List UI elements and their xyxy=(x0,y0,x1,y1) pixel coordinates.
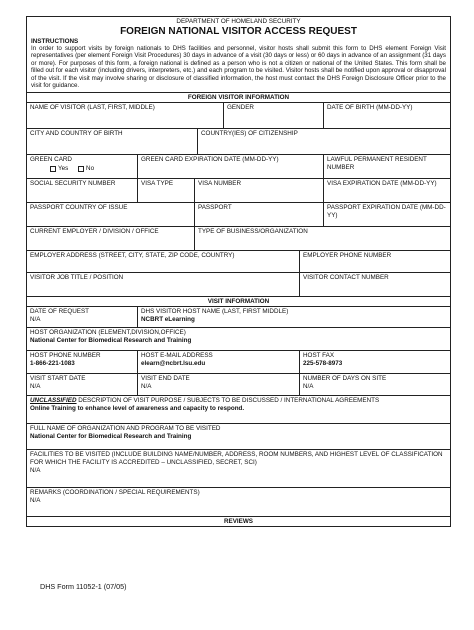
passport-country-label: PASSPORT COUNTRY OF ISSUE xyxy=(30,204,128,212)
job-title-field[interactable] xyxy=(27,273,299,296)
employer-field[interactable] xyxy=(27,227,194,250)
checkbox-no[interactable] xyxy=(78,166,84,172)
passport-label: PASSPORT xyxy=(198,204,232,212)
visitor-access-form xyxy=(26,16,451,527)
host-org-value: National Center for Biomedical Research and Training xyxy=(30,337,192,345)
row-request xyxy=(27,306,450,327)
visit-section-heading-row xyxy=(27,296,450,306)
host-email-label: HOST E-MAIL ADDRESS xyxy=(141,352,213,360)
facilities-value: N/A xyxy=(30,466,41,474)
row-ssn-visa xyxy=(27,178,450,202)
lpr-number-label: LAWFUL PERMANENT RESIDENT NUMBER xyxy=(327,156,427,172)
host-fax-field[interactable] xyxy=(299,351,450,373)
green-card-no-option[interactable] xyxy=(78,165,94,173)
remarks-value: N/A xyxy=(30,497,41,505)
row-passport xyxy=(27,202,450,226)
form-number: DHS Form 11052-1 (07/05) xyxy=(40,582,127,591)
row-host-org xyxy=(27,327,450,350)
host-email-value: elearn@ncbrt.lsu.edu xyxy=(141,360,206,368)
visit-purpose-field[interactable] xyxy=(27,396,450,423)
program-value: National Center for Biomedical Research and Training xyxy=(30,433,192,441)
facilities-label: FACILITIES TO BE VISITED (INCLUDE BUILDING NAME/NUMBER, ADDRESS, ROOM NUMBERS, AND HIGHEST LEVEL OF CLASSIFICATION FOR WHICH THE FACILITY IS ACCREDITED – UNCLASSIFIED, SECRET, SCI) xyxy=(30,451,443,467)
city-birth-label: CITY AND COUNTRY OF BIRTH xyxy=(30,130,123,138)
visa-number-field[interactable] xyxy=(194,179,323,202)
green-card-field xyxy=(27,155,137,178)
reviews-heading-row xyxy=(27,516,450,526)
date-request-field[interactable] xyxy=(27,307,137,327)
visit-start-label: VISIT START DATE xyxy=(30,375,86,383)
no-label: No xyxy=(86,165,95,173)
row-host-contact xyxy=(27,350,450,373)
job-title-label: VISITOR JOB TITLE / POSITION xyxy=(30,274,124,282)
passport-exp-field[interactable] xyxy=(323,203,450,226)
host-org-label: HOST ORGANIZATION (ELEMENT,DIVISION,OFFICE) xyxy=(30,329,186,337)
row-birth xyxy=(27,128,450,154)
row-green-card xyxy=(27,154,450,178)
passport-field[interactable] xyxy=(194,203,323,226)
instructions-heading: INSTRUCTIONS xyxy=(31,38,79,45)
contact-number-field[interactable] xyxy=(299,273,450,296)
visit-purpose-value: Online Training to enhance level of awareness and capacity to respond. xyxy=(30,405,245,413)
host-phone-label: HOST PHONE NUMBER xyxy=(30,352,101,360)
unclassified-label: UNCLASSIFIED xyxy=(30,397,77,405)
visit-start-value: N/A xyxy=(30,383,41,391)
visitor-section-heading-row xyxy=(27,92,450,102)
program-field[interactable] xyxy=(27,424,450,449)
host-org-field[interactable] xyxy=(27,328,450,350)
days-onsite-field[interactable] xyxy=(299,374,450,395)
visa-type-field[interactable] xyxy=(137,179,194,202)
instructions-text: In order to support visits by foreign nationals to DHS facilities and personnel, visitor hosts shall submit this form to DHS element Foreign Visit representatives (per element Foreign Visit Procedures) 30 days in advance of a visit (30 days or less) or 60 days in advance of an assignment (31 days or more). For purposes of this form, a foreign national is defined as a person who is not a citizen or national of the United States. This form shall be filled out for each visitor (including drivers, interpreters, etc.) and each program to be visited. Visitor hosts shall be notified upon approval or disapproval of the visit. If the visit may involve sharing or disclosure of classified information, the host must contact the DHS Foreign Disclosure Officer prior to the visit for guidance. xyxy=(31,45,446,90)
visitor-name-label: NAME OF VISITOR (LAST, FIRST, MIDDLE) xyxy=(30,104,155,112)
host-phone-value: 1-866-221-1083 xyxy=(30,360,75,368)
visa-number-label: VISA NUMBER xyxy=(198,180,242,188)
employer-address-label: EMPLOYER ADDRESS (STREET, CITY, STATE, ZIP CODE, COUNTRY) xyxy=(30,252,235,260)
header-block xyxy=(27,18,450,92)
date-request-value: N/A xyxy=(30,316,41,324)
host-name-value: NCBRT eLearning xyxy=(141,316,195,324)
ssn-field[interactable] xyxy=(27,179,137,202)
remarks-label: REMARKS (COORDINATION / SPECIAL REQUIREMENTS) xyxy=(30,489,200,497)
row-facilities xyxy=(27,449,450,487)
gender-field[interactable] xyxy=(223,103,323,128)
green-card-exp-label: GREEN CARD EXPIRATION DATE (MM-DD-YY) xyxy=(141,156,279,164)
visit-section-heading: VISIT INFORMATION xyxy=(207,298,270,306)
host-fax-label: HOST FAX xyxy=(303,352,335,360)
host-email-field[interactable] xyxy=(137,351,299,373)
visit-end-label: VISIT END DATE xyxy=(141,375,190,383)
host-phone-field[interactable] xyxy=(27,351,137,373)
employer-phone-field[interactable] xyxy=(299,251,450,272)
passport-country-field[interactable] xyxy=(27,203,194,226)
dob-field[interactable] xyxy=(323,103,450,128)
facilities-field[interactable] xyxy=(27,450,450,487)
dob-label: DATE OF BIRTH (MM-DD-YY) xyxy=(327,104,413,112)
days-onsite-label: NUMBER OF DAYS ON SITE xyxy=(303,375,387,383)
program-label: FULL NAME OF ORGANIZATION AND PROGRAM TO BE VISITED xyxy=(30,425,221,433)
visit-purpose-label: DESCRIPTION OF VISIT PURPOSE / SUBJECTS TO BE DISCUSSED / INTERNATIONAL AGREEMENTS xyxy=(76,397,380,405)
visit-end-field[interactable] xyxy=(137,374,299,395)
ssn-label: SOCIAL SECURITY NUMBER xyxy=(30,180,116,188)
visit-start-field[interactable] xyxy=(27,374,137,395)
contact-number-label: VISITOR CONTACT NUMBER xyxy=(303,274,389,282)
employer-label: CURRENT EMPLOYER / DIVISION / OFFICE xyxy=(30,228,159,236)
row-name xyxy=(27,102,450,128)
checkbox-yes[interactable] xyxy=(50,166,56,172)
row-program xyxy=(27,423,450,449)
lpr-number-field[interactable] xyxy=(323,155,450,178)
city-birth-field[interactable] xyxy=(27,129,197,154)
visitor-section-heading: FOREIGN VISITOR INFORMATION xyxy=(187,94,290,102)
visa-exp-label: VISA EXPIRATION DATE (MM-DD-YY) xyxy=(327,180,437,188)
visa-type-label: VISA TYPE xyxy=(141,180,174,188)
host-fax-value: 225-578-8973 xyxy=(303,360,343,368)
reviews-heading: REVIEWS xyxy=(223,518,254,526)
host-name-field[interactable] xyxy=(137,307,450,327)
green-card-yes-option[interactable] xyxy=(50,165,68,173)
citizenship-field[interactable] xyxy=(197,129,450,154)
row-employer-address xyxy=(27,250,450,272)
yes-label: Yes xyxy=(58,165,69,173)
row-employer xyxy=(27,226,450,250)
host-name-label: DHS VISITOR HOST NAME (LAST, FIRST MIDDLE) xyxy=(141,308,289,316)
form-title: FOREIGN NATIONAL VISITOR ACCESS REQUEST xyxy=(120,26,357,37)
days-onsite-value: N/A xyxy=(303,383,314,391)
green-card-exp-field[interactable] xyxy=(137,155,323,178)
employer-phone-label: EMPLOYER PHONE NUMBER xyxy=(303,252,392,260)
employer-address-field[interactable] xyxy=(27,251,299,272)
green-card-label: GREEN CARD xyxy=(30,156,72,164)
visa-exp-field[interactable] xyxy=(323,179,450,202)
visit-end-value: N/A xyxy=(141,383,152,391)
visitor-name-field[interactable] xyxy=(27,103,223,128)
remarks-field[interactable] xyxy=(27,488,450,516)
citizenship-label: COUNTRY(IES) OF CITIZENSHIP xyxy=(201,130,298,138)
row-remarks xyxy=(27,487,450,516)
row-job-title xyxy=(27,272,450,296)
date-request-label: DATE OF REQUEST xyxy=(30,308,90,316)
passport-exp-label: PASSPORT EXPIRATION DATE (MM-DD-YY) xyxy=(327,204,446,220)
business-type-label: TYPE OF BUSINESS/ORGANIZATION xyxy=(198,228,308,236)
row-visit-dates xyxy=(27,373,450,395)
department-name: DEPARTMENT OF HOMELAND SECURITY xyxy=(176,18,301,25)
business-type-field[interactable] xyxy=(194,227,450,250)
row-purpose xyxy=(27,395,450,423)
gender-label: GENDER xyxy=(227,104,254,112)
